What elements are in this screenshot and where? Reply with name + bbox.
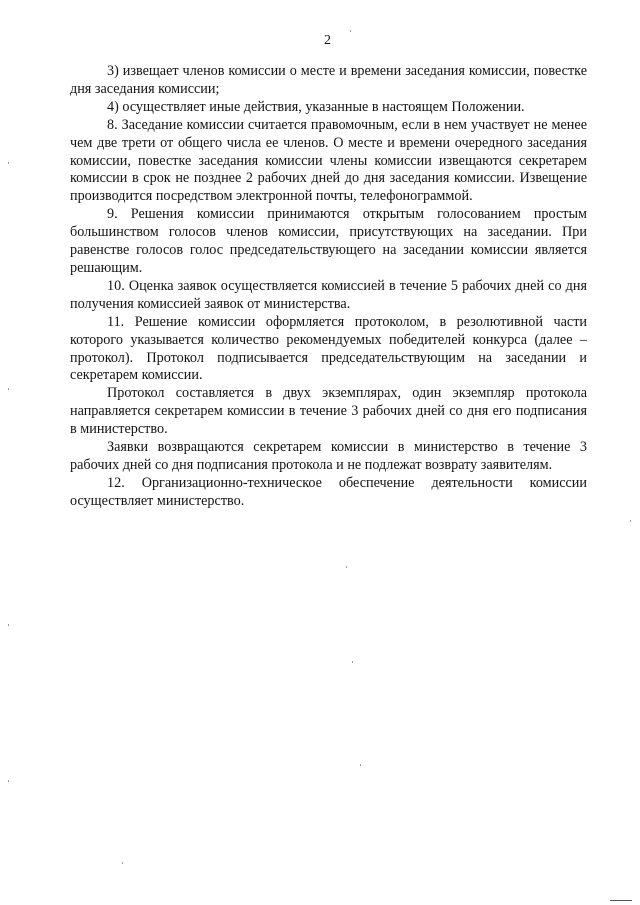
paragraph-clause-9: 9. Решения комиссии принимаются открытым голосованием простым большинством голосов членов комиссии, присутствующих на заседании. При равенстве голосов голос председательствующего на заседании комиссии является решающим.	[70, 206, 587, 276]
scan-speck	[630, 520, 631, 522]
scan-edge-mark	[610, 900, 632, 901]
page-number: 2	[324, 33, 331, 48]
scan-speck	[122, 862, 123, 864]
scan-speck	[8, 388, 9, 390]
paragraph-clause-12: 12. Организационно-техническое обеспечение деятельности комиссии осуществляет министерство.	[70, 474, 587, 509]
paragraph-item-3: 3) извещает членов комиссии о месте и времени заседания комиссии, повестке дня заседания комиссии;	[70, 63, 587, 97]
scan-speck	[8, 624, 9, 626]
scan-speck	[352, 661, 353, 663]
paragraph-applications-return: Заявки возвращаются секретарем комиссии в министерство в течение 3 рабочих дней со дня подписания протокола и не подлежат возврату заявителям.	[70, 439, 587, 473]
scan-speck	[350, 30, 351, 32]
document-body	[70, 63, 587, 511]
paragraph-clause-10: 10. Оценка заявок осуществляется комиссией в течение 5 рабочих дней со дня получения комиссией заявок от министерства.	[70, 277, 587, 312]
paragraph-clause-11: 11. Решение комиссии оформляется протоколом, в резолютивной части которого указывается количество рекомендуемых победителей конкурса (далее – протокол). Протокол подписывается председательствующим на заседании и секретарем комиссии.	[70, 313, 587, 384]
paragraph-clause-8: 8. Заседание комиссии считается правомочным, если в нем участвует не менее чем две трети от общего числа ее членов. О месте и времени очередного заседания комиссии, повестке заседания комиссии члены комиссии извещаются секретарем комиссии в срок не позднее 2 рабочих дней до дня заседания комиссии. Извещение производится посредством электронной почты, телефонограммой.	[70, 116, 587, 205]
scan-speck	[346, 566, 347, 568]
paragraph-protocol-copies: Протокол составляется в двух экземплярах, один экземпляр протокола направляется секретарем комиссии в течение 3 рабочих дней со дня его подписания в министерство.	[70, 385, 587, 438]
paragraph-item-4: 4) осуществляет иные действия, указанные в настоящем Положении.	[107, 98, 525, 115]
scan-speck	[8, 780, 9, 782]
scan-speck	[8, 162, 9, 164]
scan-speck	[360, 764, 361, 766]
